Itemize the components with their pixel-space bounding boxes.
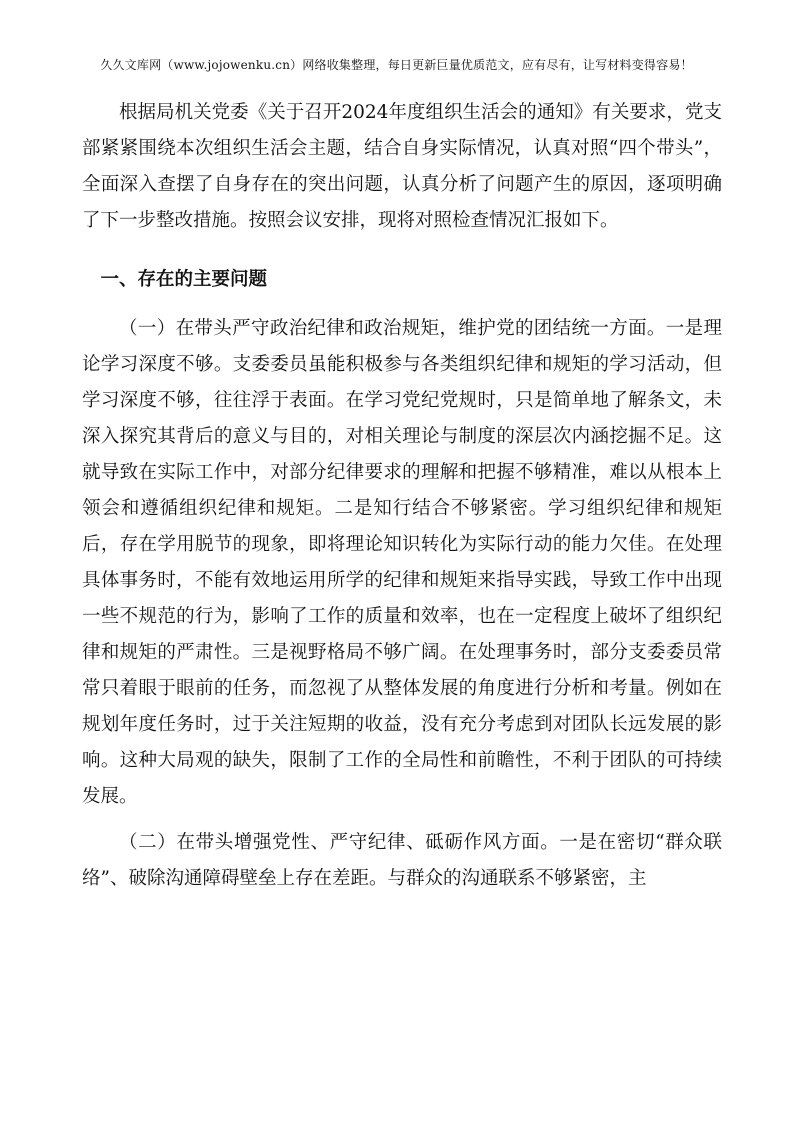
paragraph-political-discipline: （一）在带头严守政治纪律和政治规矩，维护党的团结统一方面。一是理论学习深度不够。支委委员虽能积极参与各类组织纪律和规矩的学习活动，但学习深度不够，往往浮于表面。在学习党纪党规时，只是简单地了解条文，未深入探究其背后的意义与目的，对相关理论与制度的深层次内涵挖掘不足。这就导致在实际工作中，对部分纪律要求的理解和把握不够精准，难以从根本上领会和遵循组织纪律和规矩。二是知行结合不够紧密。学习组织纪律和规矩后，存在学用脱节的现象，即将理论知识转化为实际行动的能力欠佳。在处理具体事务时，不能有效地运用所学的纪律和规矩来指导实践，导致工作中出现一些不规范的行为，影响了工作的质量和效率，也在一定程度上破坏了组织纪律和规矩的严肃性。三是视野格局不够广阔。在处理事务时，部分支委委员常常只着眼于眼前的任务，而忽视了从整体发展的角度进行分析和考量。例如在规划年度任务时，过于关注短期的收益，没有充分考虑到对团队长远发展的影响。这种大局观的缺失，限制了工作的全局性和前瞻性，不利于团队的可持续发展。: [82, 318, 722, 807]
page-header-watermark: 久久文库网（www.jojowenku.cn）网络收集整理，每日更新巨量优质范文，应有尽有，让写材料变得容易！: [100, 58, 693, 72]
spacer: [82, 239, 722, 249]
section-heading: 一、存在的主要问题: [100, 269, 268, 290]
document-body: [82, 95, 722, 897]
spacer: [82, 815, 722, 825]
paragraph-party-spirit: （二）在带头增强党性、严守纪律、砥砺作风方面。一是在密切“群众联络”、破除沟通障碍壁垒上存在差距。与群众的沟通联系不够紧密，主: [82, 832, 722, 889]
intro-paragraph: 根据局机关党委《关于召开2024年度组织生活会的通知》有关要求，党支部紧紧围绕本次组织生活会主题，结合自身实际情况，认真对照“四个带头”，全面深入查摆了自身存在的突出问题，认真分析了问题产生的原因，逐项明确了下一步整改措施。按照会议安排，现将对照检查情况汇报如下。: [82, 102, 722, 231]
